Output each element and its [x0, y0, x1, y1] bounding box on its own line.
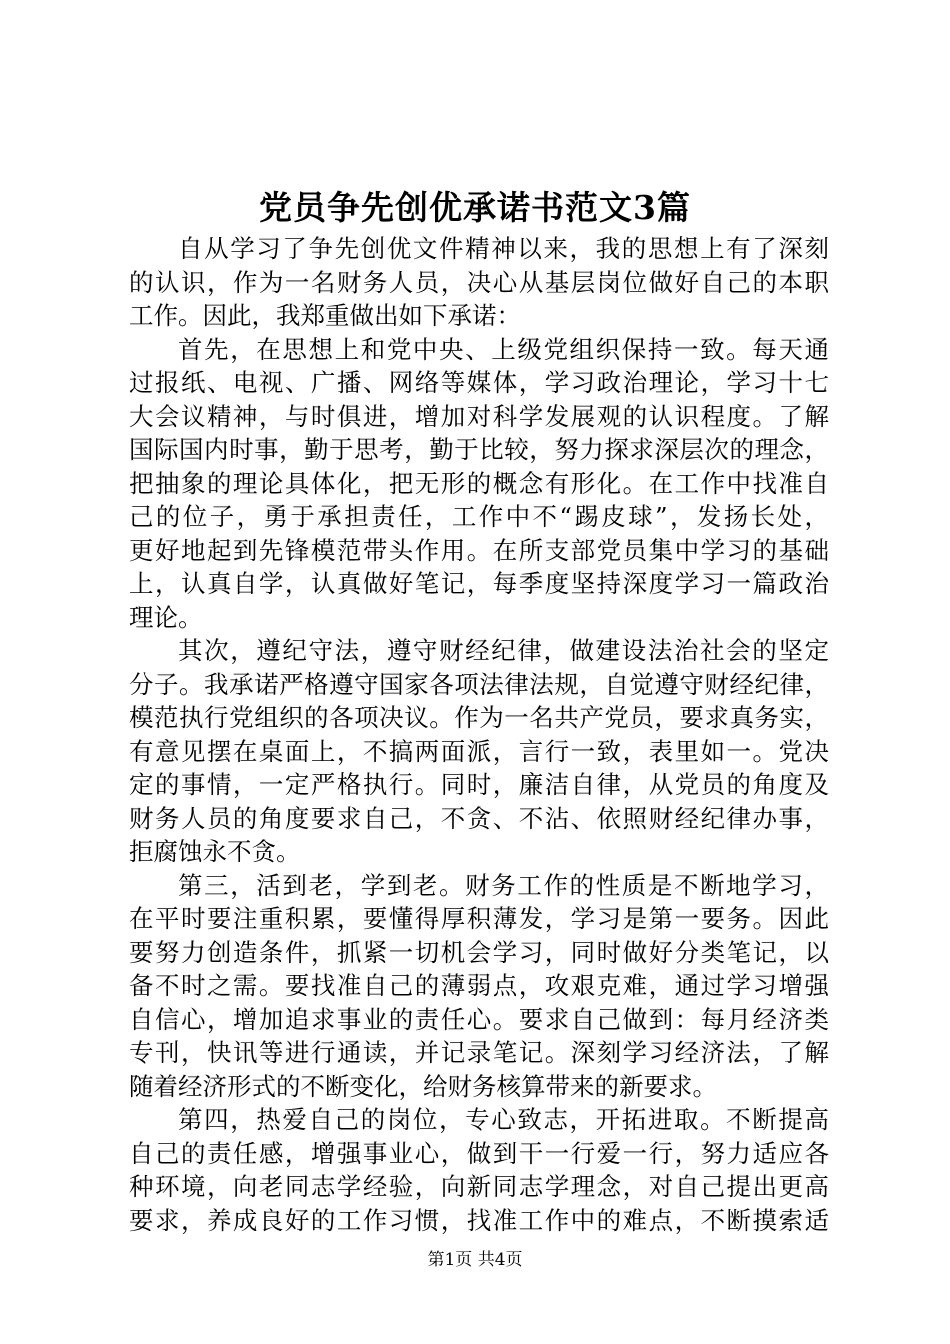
- text-line: 拒腐蚀永不贪。: [129, 837, 301, 866]
- text-line: 第四，热爱自己的岗位，专心致志，开拓进取。不断提高: [178, 1105, 829, 1134]
- text-line: 种环境，向老同志学经验，向新同志学理念，对自己提出更高: [129, 1172, 829, 1201]
- document-body: [129, 232, 829, 1237]
- page-footer: 第1页 共4页: [427, 1250, 523, 1270]
- text-line: 国际国内时事，勤于思考，勤于比较，努力探求深层次的理念，: [129, 435, 829, 464]
- text-line: 更好地起到先锋模范带头作用。在所支部党员集中学习的基础: [129, 535, 829, 565]
- text-line: 有意见摆在桌面上，不搞两面派，言行一致，表里如一。党决: [129, 736, 829, 766]
- text-line: 己的位子，勇于承担责任，工作中不“踢皮球”，发扬长处，: [129, 502, 829, 531]
- text-line: 第三，活到老，学到老。财务工作的性质是不断地学习，: [178, 870, 829, 900]
- text-line: 分子。我承诺严格遵守国家各项法律法规，自觉遵守财经纪律，: [129, 669, 829, 699]
- text-line: 过报纸、电视、广播、网络等媒体，学习政治理论，学习十七: [129, 368, 829, 397]
- text-line: 备不时之需。要找准自己的薄弱点，攻艰克难，通过学习增强: [129, 971, 829, 1000]
- text-line: 要努力创造条件，抓紧一切机会学习，同时做好分类笔记，以: [129, 937, 829, 967]
- text-line: 把抽象的理论具体化，把无形的概念有形化。在工作中找准自: [129, 468, 829, 498]
- text-line: 随着经济形式的不断变化，给财务核算带来的新要求。: [129, 1071, 717, 1101]
- text-line: 自从学习了争先创优文件精神以来，我的思想上有了深刻: [178, 234, 829, 263]
- document-title: 党员争先创优承诺书范文3篇: [259, 188, 691, 227]
- text-line: 财务人员的角度要求自己，不贪、不沾、依照财经纪律办事，: [129, 803, 829, 833]
- text-line: 的认识，作为一名财务人员，决心从基层岗位做好自己的本职: [129, 267, 829, 297]
- text-line: 上，认真自学，认真做好笔记，每季度坚持深度学习一篇政治: [129, 569, 829, 598]
- text-line: 要求，养成良好的工作习惯，找准工作中的难点，不断摸索适: [129, 1205, 829, 1235]
- text-line: 在平时要注重积累，要懂得厚积薄发，学习是第一要务。因此: [129, 904, 829, 933]
- text-line: 首先，在思想上和党中央、上级党组织保持一致。每天通: [178, 334, 829, 364]
- text-line: 大会议精神，与时俱进，增加对科学发展观的认识程度。了解: [129, 401, 829, 431]
- text-line: 模范执行党组织的各项决议。作为一名共产党员，要求真务实，: [129, 703, 829, 732]
- text-line: 工作。因此，我郑重做出如下承诺：: [129, 301, 521, 330]
- text-line: 其次，遵纪守法，遵守财经纪律，做建设法治社会的坚定: [178, 636, 829, 665]
- text-line: 理论。: [129, 602, 203, 632]
- text-line: 自己的责任感，增强事业心，做到干一行爱一行，努力适应各: [129, 1138, 829, 1168]
- text-line: 专刊，快讯等进行通读，并记录笔记。深刻学习经济法，了解: [129, 1038, 829, 1067]
- text-line: 定的事情，一定严格执行。同时，廉洁自律，从党员的角度及: [129, 770, 829, 799]
- text-line: 自信心，增加追求事业的责任心。要求自己做到：每月经济类: [129, 1004, 829, 1034]
